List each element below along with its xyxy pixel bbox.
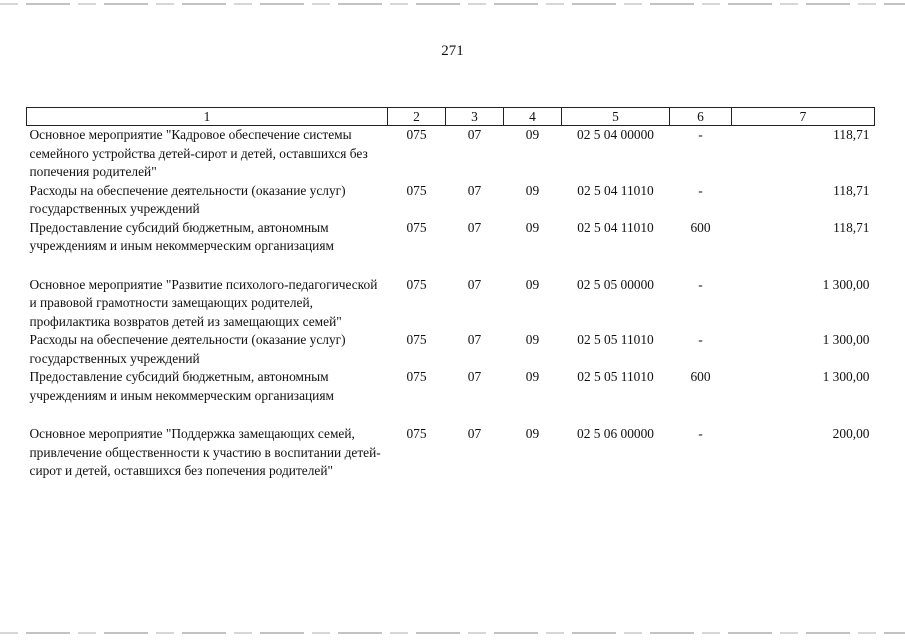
scan-edge-bottom [0, 632, 905, 634]
row-section: 07 [467, 332, 482, 347]
row-section: 07 [467, 369, 482, 384]
row-amount: 1 300,00 [822, 276, 870, 292]
row-section: 07 [467, 127, 482, 142]
header-col-6: 6 [670, 108, 732, 126]
header-col-2: 2 [388, 108, 446, 126]
budget-table [26, 107, 875, 481]
row-expense-type: - [698, 127, 703, 142]
table-row [27, 126, 875, 182]
row-amount: 118,71 [833, 182, 870, 198]
table-header-row [27, 108, 875, 126]
table-row [27, 425, 875, 481]
row-target-code: 02 5 05 11010 [577, 332, 654, 347]
row-section: 07 [467, 219, 482, 235]
header-col-3: 3 [446, 108, 504, 126]
table-row [27, 368, 875, 405]
row-amount: 1 300,00 [822, 369, 870, 384]
row-spacer [27, 405, 875, 425]
row-name: Основное мероприятие "Развитие психолого-педагогической и правовой грамотности замещающих родителей, профилактика возвратов детей из замещающих семей" [29, 276, 378, 329]
row-expense-type: 600 [690, 219, 711, 235]
row-expense-type: - [698, 332, 703, 347]
table-row [27, 182, 875, 219]
row-section: 07 [467, 276, 482, 292]
row-subsection: 09 [525, 369, 540, 384]
row-target-code: 02 5 04 11010 [577, 219, 654, 235]
row-spacer [27, 256, 875, 276]
row-name: Основное мероприятие "Кадровое обеспечение системы семейного устройства детей-сирот и детей, оставшихся без попечения родителей" [29, 127, 368, 179]
row-target-code: 02 5 05 11010 [577, 369, 654, 384]
row-name: Основное мероприятие "Поддержка замещающих семей, привлечение общественности к участию в воспитании детей-сирот и детей, оставшихся без попечения родителей" [29, 426, 381, 478]
row-target-code: 02 5 04 00000 [577, 127, 654, 142]
scan-edge-top [0, 3, 905, 5]
row-subsection: 09 [525, 332, 540, 347]
row-admin-code: 075 [406, 369, 427, 384]
row-name: Предоставление субсидий бюджетным, автономным учреждениям и иным некоммерческим организациям [29, 219, 334, 253]
row-expense-type: - [698, 182, 703, 198]
row-name: Расходы на обеспечение деятельности (оказание услуг) государственных учреждений [29, 332, 346, 366]
row-section: 07 [467, 426, 482, 441]
row-subsection: 09 [525, 182, 540, 198]
row-admin-code: 075 [406, 219, 427, 235]
table-row [27, 276, 875, 332]
row-admin-code: 075 [406, 182, 427, 198]
row-subsection: 09 [525, 426, 540, 441]
row-amount: 118,71 [833, 127, 870, 142]
page-number: 271 [441, 43, 464, 59]
row-name: Расходы на обеспечение деятельности (оказание услуг) государственных учреждений [29, 182, 346, 216]
header-col-7: 7 [732, 108, 875, 126]
row-expense-type: 600 [690, 369, 711, 384]
row-target-code: 02 5 06 00000 [577, 426, 654, 441]
row-admin-code: 075 [406, 426, 427, 441]
row-admin-code: 075 [406, 332, 427, 347]
row-target-code: 02 5 05 00000 [577, 276, 654, 292]
row-name: Предоставление субсидий бюджетным, автономным учреждениям и иным некоммерческим организациям [29, 369, 334, 403]
row-expense-type: - [698, 426, 703, 441]
row-expense-type: - [698, 276, 703, 292]
row-amount: 1 300,00 [822, 332, 870, 347]
table-row [27, 219, 875, 256]
row-subsection: 09 [525, 276, 540, 292]
row-amount: 200,00 [832, 426, 870, 441]
header-col-4: 4 [504, 108, 562, 126]
row-amount: 118,71 [833, 219, 870, 235]
row-admin-code: 075 [406, 276, 427, 292]
row-subsection: 09 [525, 127, 540, 142]
row-target-code: 02 5 04 11010 [577, 182, 654, 198]
row-section: 07 [467, 182, 482, 198]
row-subsection: 09 [525, 219, 540, 235]
table-row [27, 331, 875, 368]
row-admin-code: 075 [406, 127, 427, 142]
header-col-5: 5 [562, 108, 670, 126]
header-col-1: 1 [27, 108, 388, 126]
